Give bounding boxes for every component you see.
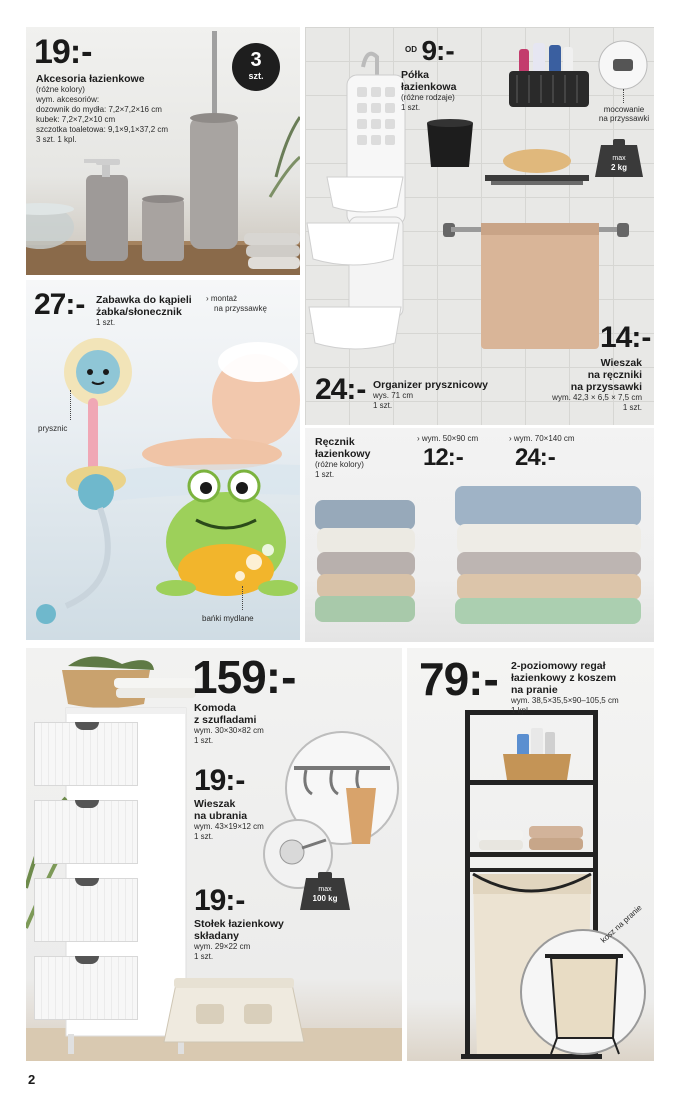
stool-price: 19 (194, 884, 226, 917)
toy-feature: na przyssawkę (214, 304, 267, 313)
stool-qty: 1 szt. (194, 952, 214, 961)
towel-price-small: 12 (423, 444, 448, 471)
toy-qty: 1 szt. (96, 318, 116, 327)
shelf-title: Półka (401, 69, 430, 81)
panel-accessories: 19:- 3 szt. Akcesoria łazienkowe (różne kolory) wym. akcesoriów: dozownik do mydła: 7,2×7,2×16 cm kubek: 7,2×7,2×10 cm szczotka toaletowa: 9,1×9,1×37,2 cm 3 szt. 1 kpl. (26, 27, 300, 275)
organizer-size: wys. 71 cm (373, 391, 414, 400)
towel-large-grey (457, 552, 641, 576)
panel-shelf-organizer: $^{OD}$ 9:- Półka łazienkowa (różne rodzaje) 1 szt. mocowanie na przyssawki max 2 kg 14:- Wieszak na ręczniki na przyssawki wym. 42,3 × 6,5 × 7,5 cm 1 szt. 24:- Organizer prysznicowy wys. 71 cm 1 szt. (305, 27, 654, 425)
accessories-line: dozownik do mydła: 7,2×7,2×16 cm (36, 105, 162, 114)
towel-hanger-qty: 1 szt. (622, 403, 642, 412)
cabinet-price: 159 (192, 651, 266, 703)
badge-number: 3 (250, 49, 262, 71)
shelf-qty: 1 szt. (401, 103, 421, 112)
towel-hanger-title: Wieszak (600, 357, 642, 369)
panel-towels: Ręcznik łazienkowy (różne kolory) 1 szt. › wym. 50×90 cm 12:- › wym. 70×140 cm 24:- (305, 428, 654, 642)
shelf-mount-leader (623, 89, 624, 103)
towel-large-white (457, 524, 641, 554)
towel-hanger-title: na przyssawki (570, 381, 642, 393)
towel-large-blue (455, 486, 641, 526)
toy-title: Zabawka do kąpieli (96, 294, 192, 306)
accessories-line: kubek: 7,2×7,2×10 cm (36, 115, 116, 124)
accessories-line: wym. akcesoriów: (36, 95, 100, 104)
organizer-price: 24 (315, 373, 347, 406)
towel-small-green (315, 596, 415, 622)
towel-hanger-title: na ręczniki (587, 369, 642, 381)
clothes-hanger-title: Wieszak (194, 798, 236, 810)
panel-bath-toy: 27:- Zabawka do kąpieli żabka/słonecznik 1 szt. › montaż na przyssawkę prysznic bańki mydlane (26, 280, 300, 640)
accessories-variant: (różne kolory) (36, 85, 85, 94)
accessories-line: 3 szt. 1 kpl. (36, 135, 77, 144)
towel-small-beige (317, 574, 415, 598)
accessories-badge (232, 43, 280, 91)
towel-hanger-size: wym. 42,3 × 6,5 × 7,5 cm (552, 393, 642, 402)
shelf-price: 9 (421, 35, 437, 66)
rack-size: wym. 38,5×35,5×90–105,5 cm (511, 696, 619, 705)
cabinet-title: Komoda (194, 702, 236, 714)
shelf-price-prefix: OD (405, 45, 417, 54)
accessories-line: szczotka toaletowa: 9,1×9,1×37,2 cm (36, 125, 169, 134)
shelf-max-badge (595, 155, 643, 173)
towel-small-blue (315, 500, 415, 530)
stool-max-badge (300, 886, 350, 904)
stool-title: składany (194, 930, 239, 942)
toy-shower-callout: prysznic (38, 424, 68, 433)
clothes-hanger-qty: 1 szt. (194, 832, 214, 841)
towel-size-large: › wym. 70×140 cm (509, 434, 575, 443)
toy-feature: › montaż (206, 294, 238, 303)
rack-title: na pranie (511, 684, 558, 696)
toy-shower-leader (70, 390, 71, 420)
page-number: 2 (28, 1072, 36, 1087)
cabinet-qty: 1 szt. (194, 736, 214, 745)
towel-large-green (455, 598, 641, 624)
toy-bubbles-callout: bańki mydlane (202, 614, 254, 623)
towel-variant: (różne kolory) (315, 460, 364, 469)
clothes-hanger-size: wym. 43×19×12 cm (194, 822, 264, 831)
shelf-max-label: max (612, 155, 626, 162)
rack-price: 79 (419, 653, 469, 705)
towel-small-white (317, 528, 415, 554)
shelf-max-value: 2 kg (610, 163, 627, 172)
towel-small-grey (317, 552, 415, 576)
toy-price: 27 (34, 288, 66, 321)
rack-title: łazienkowy z koszem (511, 672, 617, 684)
toy-title: żabka/słonecznik (96, 306, 182, 318)
organizer-qty: 1 szt. (373, 401, 393, 410)
towel-hanger-price: 14 (600, 321, 632, 354)
cabinet-drawer (34, 800, 138, 864)
cabinet-size: wym. 30×30×82 cm (194, 726, 264, 735)
cabinet-drawer (34, 956, 138, 1020)
stool-size: wym. 29×22 cm (194, 942, 251, 951)
clothes-hanger-title: na ubrania (194, 810, 248, 822)
towel-title: Ręcznik (315, 436, 355, 448)
stool-title: Stołek łazienkowy (194, 918, 284, 930)
rack-qty: 1 kpl. (511, 706, 531, 715)
shelf-mount-callout: mocowanie (603, 105, 645, 114)
accessories-price: 19 (34, 33, 70, 71)
towel-size-small: › wym. 50×90 cm (417, 434, 479, 443)
towel-title: łazienkowy (315, 448, 371, 460)
shelf-mount-callout: na przyssawki (598, 114, 650, 123)
toy-bubbles-leader (242, 586, 243, 610)
towel-price-large: 24 (515, 444, 540, 471)
clothes-hanger-price: 19 (194, 764, 226, 797)
badge-unit: szt. (248, 71, 264, 81)
stool-max-label: max (318, 886, 332, 893)
cabinet-title: z szufladami (194, 714, 257, 726)
bath-toy-illustration (26, 280, 300, 640)
panel-cabinet: 159:- Komoda z szufladami wym. 30×30×82 cm 1 szt. 19:- Wieszak na ubrania wym. 43×19×12 cm 1 szt. 19:- Stołek łazienkowy składany wym. 29×22 cm 1 szt. max 100 kg (26, 648, 402, 1061)
towel-qty: 1 szt. (315, 470, 335, 479)
cabinet-drawer (34, 878, 138, 942)
stool-max-value: 100 kg (312, 894, 338, 903)
shelf-title: łazienkowa (401, 81, 457, 93)
shelf-variant: (różne rodzaje) (401, 93, 455, 102)
cabinet-drawer (34, 722, 138, 786)
towel-large-beige (457, 574, 641, 600)
rack-title: 2-poziomowy regał (511, 660, 606, 672)
rack-basket-callout: kosz na pranie (599, 903, 644, 945)
panel-rack: 79:- 2-poziomowy regał łazienkowy z koszem na pranie wym. 38,5×35,5×90–105,5 cm 1 kpl. kosz na pranie (407, 648, 654, 1061)
accessories-title: Akcesoria łazienkowe (36, 73, 145, 85)
organizer-title: Organizer prysznicowy (373, 379, 488, 391)
